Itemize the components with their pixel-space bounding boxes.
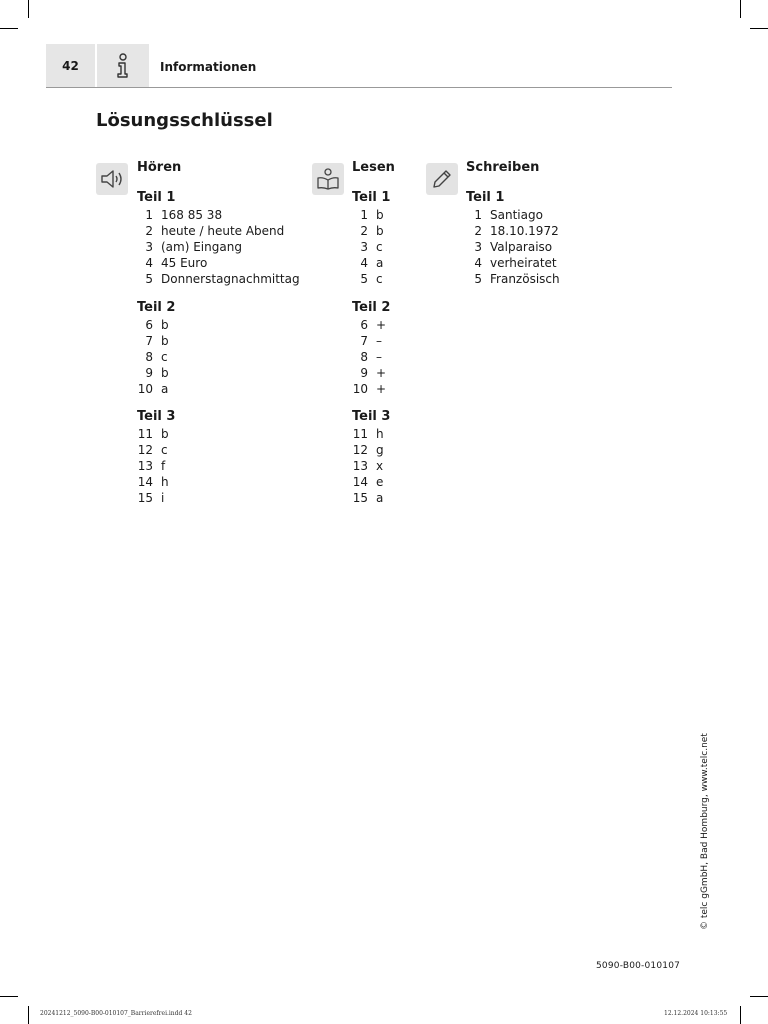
part-title: Teil 3 [352, 409, 391, 424]
open-book-reader-icon [312, 163, 344, 195]
list-item [466, 207, 560, 223]
list-item [352, 271, 390, 287]
list-item [352, 207, 390, 223]
item-number: 3 [145, 240, 153, 254]
item-answer: + [376, 366, 387, 380]
crop-mark [740, 1006, 741, 1024]
item-answer: b [161, 334, 169, 348]
item-number: 12 [137, 443, 153, 457]
list-item [137, 333, 175, 349]
list-item [137, 239, 300, 255]
page-number: 42 [46, 44, 95, 87]
item-number: 6 [360, 318, 368, 332]
crop-mark [28, 1006, 29, 1024]
list-item [466, 223, 560, 239]
item-answer: b [161, 318, 169, 332]
list-item [352, 426, 390, 442]
item-number: 11 [352, 427, 368, 441]
item-answer: h [161, 475, 169, 489]
list-item [352, 317, 390, 333]
list-item [137, 223, 300, 239]
item-number: 10 [352, 382, 368, 396]
list-item [352, 349, 390, 365]
item-answer: Französisch [490, 272, 560, 286]
list-item [137, 381, 175, 397]
part-title: Teil 1 [137, 190, 176, 205]
list-item [352, 458, 390, 474]
list-item [352, 255, 390, 271]
part-title: Teil 2 [352, 300, 391, 315]
list-item [352, 490, 390, 506]
item-number: 3 [360, 240, 368, 254]
part-title: Teil 3 [137, 409, 176, 424]
list-item [466, 271, 560, 287]
lesen-teil1 [352, 189, 390, 287]
item-number: 1 [360, 208, 368, 222]
item-number: 11 [137, 427, 153, 441]
item-answer: a [376, 491, 384, 505]
hoeren-teil1 [137, 189, 300, 287]
list-item [137, 207, 300, 223]
item-number: 1 [474, 208, 482, 222]
item-number: 9 [145, 366, 153, 380]
list-item [137, 255, 300, 271]
item-number: 10 [137, 382, 153, 396]
item-number: 5 [360, 272, 368, 286]
item-answer: b [376, 224, 384, 238]
item-answer: b [161, 427, 169, 441]
section-title-lesen: Lesen [352, 160, 395, 175]
item-answer: – [376, 334, 382, 348]
list-item [352, 442, 390, 458]
item-answer: + [376, 318, 387, 332]
list-item [466, 255, 560, 271]
list-item [352, 239, 390, 255]
list-item [137, 349, 175, 365]
item-answer: i [161, 491, 165, 505]
item-number: 8 [360, 350, 368, 364]
item-answer: heute / heute Abend [161, 224, 285, 238]
item-number: 5 [145, 272, 153, 286]
copyright-notice: © telc gGmbH, Bad Homburg, www.telc.net [700, 733, 710, 930]
hoeren-teil3 [137, 408, 175, 506]
item-number: 2 [360, 224, 368, 238]
item-number: 6 [145, 318, 153, 332]
list-item [137, 317, 175, 333]
list-item [352, 381, 390, 397]
list-item [137, 365, 175, 381]
print-slug-date: 12.12.2024 10:13:55 [664, 1010, 728, 1017]
item-number: 4 [145, 256, 153, 270]
list-item [466, 239, 560, 255]
item-number: 7 [360, 334, 368, 348]
item-number: 14 [137, 475, 153, 489]
item-number: 8 [145, 350, 153, 364]
item-number: 14 [352, 475, 368, 489]
item-number: 2 [145, 224, 153, 238]
list-item [352, 223, 390, 239]
lesen-teil2 [352, 299, 390, 397]
crop-mark [0, 996, 18, 997]
list-item [137, 490, 175, 506]
list-item [137, 271, 300, 287]
hoeren-teil2 [137, 299, 175, 397]
item-answer: a [161, 382, 169, 396]
item-number: 13 [137, 459, 153, 473]
item-answer: x [376, 459, 384, 473]
item-number: 4 [360, 256, 368, 270]
item-answer: 18.10.1972 [490, 224, 559, 238]
crop-mark [28, 0, 29, 18]
item-answer: b [161, 366, 169, 380]
list-item [352, 333, 390, 349]
item-answer: f [161, 459, 166, 473]
list-item [137, 474, 175, 490]
item-answer: verheiratet [490, 256, 557, 270]
speaker-icon [96, 163, 128, 195]
item-number: 12 [352, 443, 368, 457]
item-answer: – [376, 350, 382, 364]
section-title-schreiben: Schreiben [466, 160, 540, 175]
item-number: 1 [145, 208, 153, 222]
crop-mark [740, 0, 741, 18]
part-title: Teil 2 [137, 300, 176, 315]
item-answer: 45 Euro [161, 256, 208, 270]
item-number: 13 [352, 459, 368, 473]
item-answer: h [376, 427, 384, 441]
item-answer: e [376, 475, 384, 489]
list-item [137, 426, 175, 442]
crop-mark [750, 996, 768, 997]
list-item [137, 458, 175, 474]
header-divider [46, 87, 672, 88]
info-person-icon [97, 44, 149, 87]
item-answer: g [376, 443, 384, 457]
item-answer: + [376, 382, 387, 396]
item-number: 9 [360, 366, 368, 380]
document-code: 5090-B00-010107 [596, 961, 681, 971]
item-answer: c [376, 272, 383, 286]
item-answer: Donnerstagnachmittag [161, 272, 300, 286]
item-number: 3 [474, 240, 482, 254]
item-number: 15 [137, 491, 153, 505]
item-number: 5 [474, 272, 482, 286]
item-number: 7 [145, 334, 153, 348]
schreiben-teil1 [466, 189, 560, 287]
crop-mark [0, 28, 18, 29]
item-answer: Santiago [490, 208, 543, 222]
item-answer: Valparaiso [490, 240, 553, 254]
part-title: Teil 1 [352, 190, 391, 205]
print-slug-file: 20241212_5090-B00-010107_Barrierefrei.indd 42 [40, 1010, 192, 1017]
item-answer: (am) Eingang [161, 240, 242, 254]
item-number: 2 [474, 224, 482, 238]
section-title-hoeren: Hören [137, 160, 182, 175]
list-item [137, 442, 175, 458]
lesen-teil3 [352, 408, 390, 506]
crop-mark [750, 28, 768, 29]
list-item [352, 474, 390, 490]
header-title: Informationen [160, 60, 257, 74]
pencil-icon [426, 163, 458, 195]
item-answer: a [376, 256, 384, 270]
item-number: 15 [352, 491, 368, 505]
list-item [352, 365, 390, 381]
item-answer: c [161, 350, 168, 364]
item-answer: b [376, 208, 384, 222]
item-number: 4 [474, 256, 482, 270]
page-title: Lösungsschlüssel [96, 110, 273, 131]
item-answer: 168 85 38 [161, 208, 223, 222]
item-answer: c [376, 240, 383, 254]
part-title: Teil 1 [466, 190, 505, 205]
item-answer: c [161, 443, 168, 457]
